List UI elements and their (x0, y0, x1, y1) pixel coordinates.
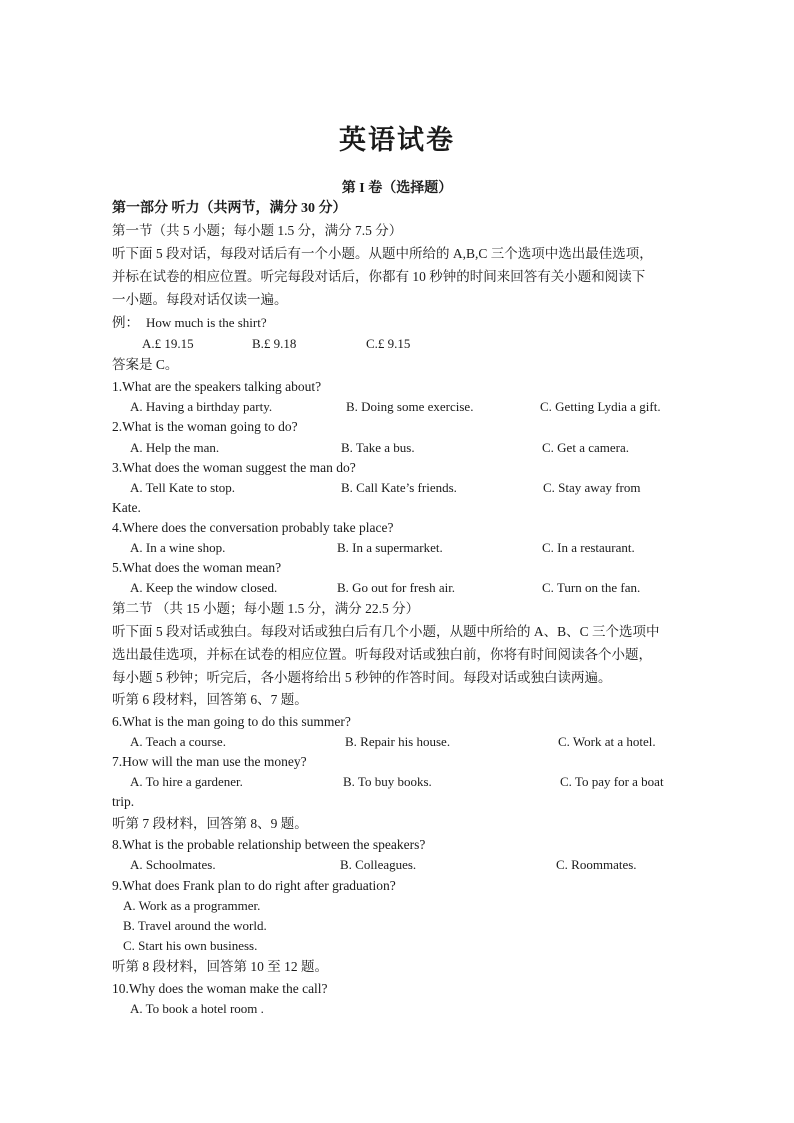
q6-option-b: B. Repair his house. (345, 734, 451, 749)
q3-option-c: C. Stay away from (543, 480, 641, 495)
q1-option-b: B. Doing some exercise. (346, 399, 474, 414)
q4-option-a: A. In a wine shop. (130, 540, 226, 555)
example-answer: 答案是 C。 (112, 357, 179, 372)
material-6-heading: 听第 6 段材料，回答第 6、7 题。 (112, 692, 308, 707)
q7-option-c-continued: trip. (112, 794, 135, 809)
example-option-c: C.£ 9.15 (366, 336, 411, 351)
q9-option-a: A. Work as a programmer. (123, 898, 261, 913)
question-1: 1.What are the speakers talking about? (112, 379, 322, 394)
page-title: 英语试卷 (339, 125, 455, 155)
q7-option-b: B. To buy books. (343, 774, 432, 789)
question-2: 2.What is the woman going to do? (112, 419, 298, 434)
question-7: 7.How will the man use the money? (112, 754, 307, 769)
question-6: 6.What is the man going to do this summer? (112, 714, 351, 729)
section1-instruction-line: 听下面 5 段对话，每段对话后有一个小题。从题中所给的 A,B,C 三个选项中选出最佳选项， (112, 246, 653, 261)
question-3: 3.What does the woman suggest the man do? (112, 460, 356, 475)
q7-option-c: C. To pay for a boat (560, 774, 664, 789)
section2-heading: 第二节 （共 15 小题；每小题 1.5 分，满分 22.5 分） (112, 601, 420, 616)
q6-option-a: A. Teach a course. (130, 734, 226, 749)
example-option-b: B.£ 9.18 (252, 336, 297, 351)
q2-option-c: C. Get a camera. (542, 440, 629, 455)
q1-option-c: C. Getting Lydia a gift. (540, 399, 661, 414)
q9-option-b: B. Travel around the world. (123, 918, 267, 933)
section2-instruction-line: 听下面 5 段对话或独白。每段对话或独白后有几个小题，从题中所给的 A、B、C 三个选项中 (112, 624, 660, 639)
q2-option-a: A. Help the man. (130, 440, 220, 455)
q8-option-c: C. Roommates. (556, 857, 637, 872)
example-option-a: A.£ 19.15 (142, 336, 194, 351)
q3-option-c-continued: Kate. (112, 500, 141, 515)
part1-heading: 第一部分 听力（共两节，满分 30 分） (112, 201, 347, 216)
example-question: How much is the shirt? (146, 315, 267, 330)
q10-option-a: A. To book a hotel room . (130, 1001, 264, 1016)
question-9: 9.What does Frank plan to do right after graduation? (112, 878, 396, 893)
q8-option-b: B. Colleagues. (340, 857, 417, 872)
q5-option-c: C. Turn on the fan. (542, 580, 641, 595)
q7-option-a: A. To hire a gardener. (130, 774, 243, 789)
q4-option-c: C. In a restaurant. (542, 540, 635, 555)
question-8: 8.What is the probable relationship between the speakers? (112, 837, 426, 852)
section1-heading: 第一节（共 5 小题；每小题 1.5 分，满分 7.5 分） (112, 223, 403, 238)
material-7-heading: 听第 7 段材料，回答第 8、9 题。 (112, 816, 308, 831)
material-8-heading: 听第 8 段材料，回答第 10 至 12 题。 (112, 959, 328, 974)
question-4: 4.Where does the conversation probably take place? (112, 520, 394, 535)
question-5: 5.What does the woman mean? (112, 560, 282, 575)
example-label: 例： (112, 315, 139, 330)
q3-option-a: A. Tell Kate to stop. (130, 480, 236, 495)
section2-instruction-line: 每小题 5 秒钟；听完后，各小题将给出 5 秒钟的作答时间。每段对话或独白读两遍。 (112, 670, 612, 685)
volume-subtitle: 第 I 卷（选择题） (341, 181, 453, 196)
q5-option-a: A. Keep the window closed. (130, 580, 278, 595)
section2-instruction-line: 选出最佳选项，并标在试卷的相应位置。听每段对话或独白前，你将有时间阅读各个小题， (112, 647, 652, 662)
q3-option-b: B. Call Kate’s friends. (341, 480, 457, 495)
section1-instruction-line: 并标在试卷的相应位置。听完每段对话后，你都有 10 秒钟的时间来回答有关小题和阅读下 (112, 269, 646, 284)
question-10: 10.Why does the woman make the call? (112, 981, 328, 996)
q9-option-c: C. Start his own business. (123, 938, 258, 953)
q8-option-a: A. Schoolmates. (130, 857, 216, 872)
q5-option-b: B. Go out for fresh air. (337, 580, 456, 595)
q1-option-a: A. Having a birthday party. (130, 399, 273, 414)
q4-option-b: B. In a supermarket. (337, 540, 443, 555)
q6-option-c: C. Work at a hotel. (558, 734, 656, 749)
section1-instruction-line: 一小题。每段对话仅读一遍。 (112, 292, 288, 307)
q2-option-b: B. Take a bus. (341, 440, 415, 455)
